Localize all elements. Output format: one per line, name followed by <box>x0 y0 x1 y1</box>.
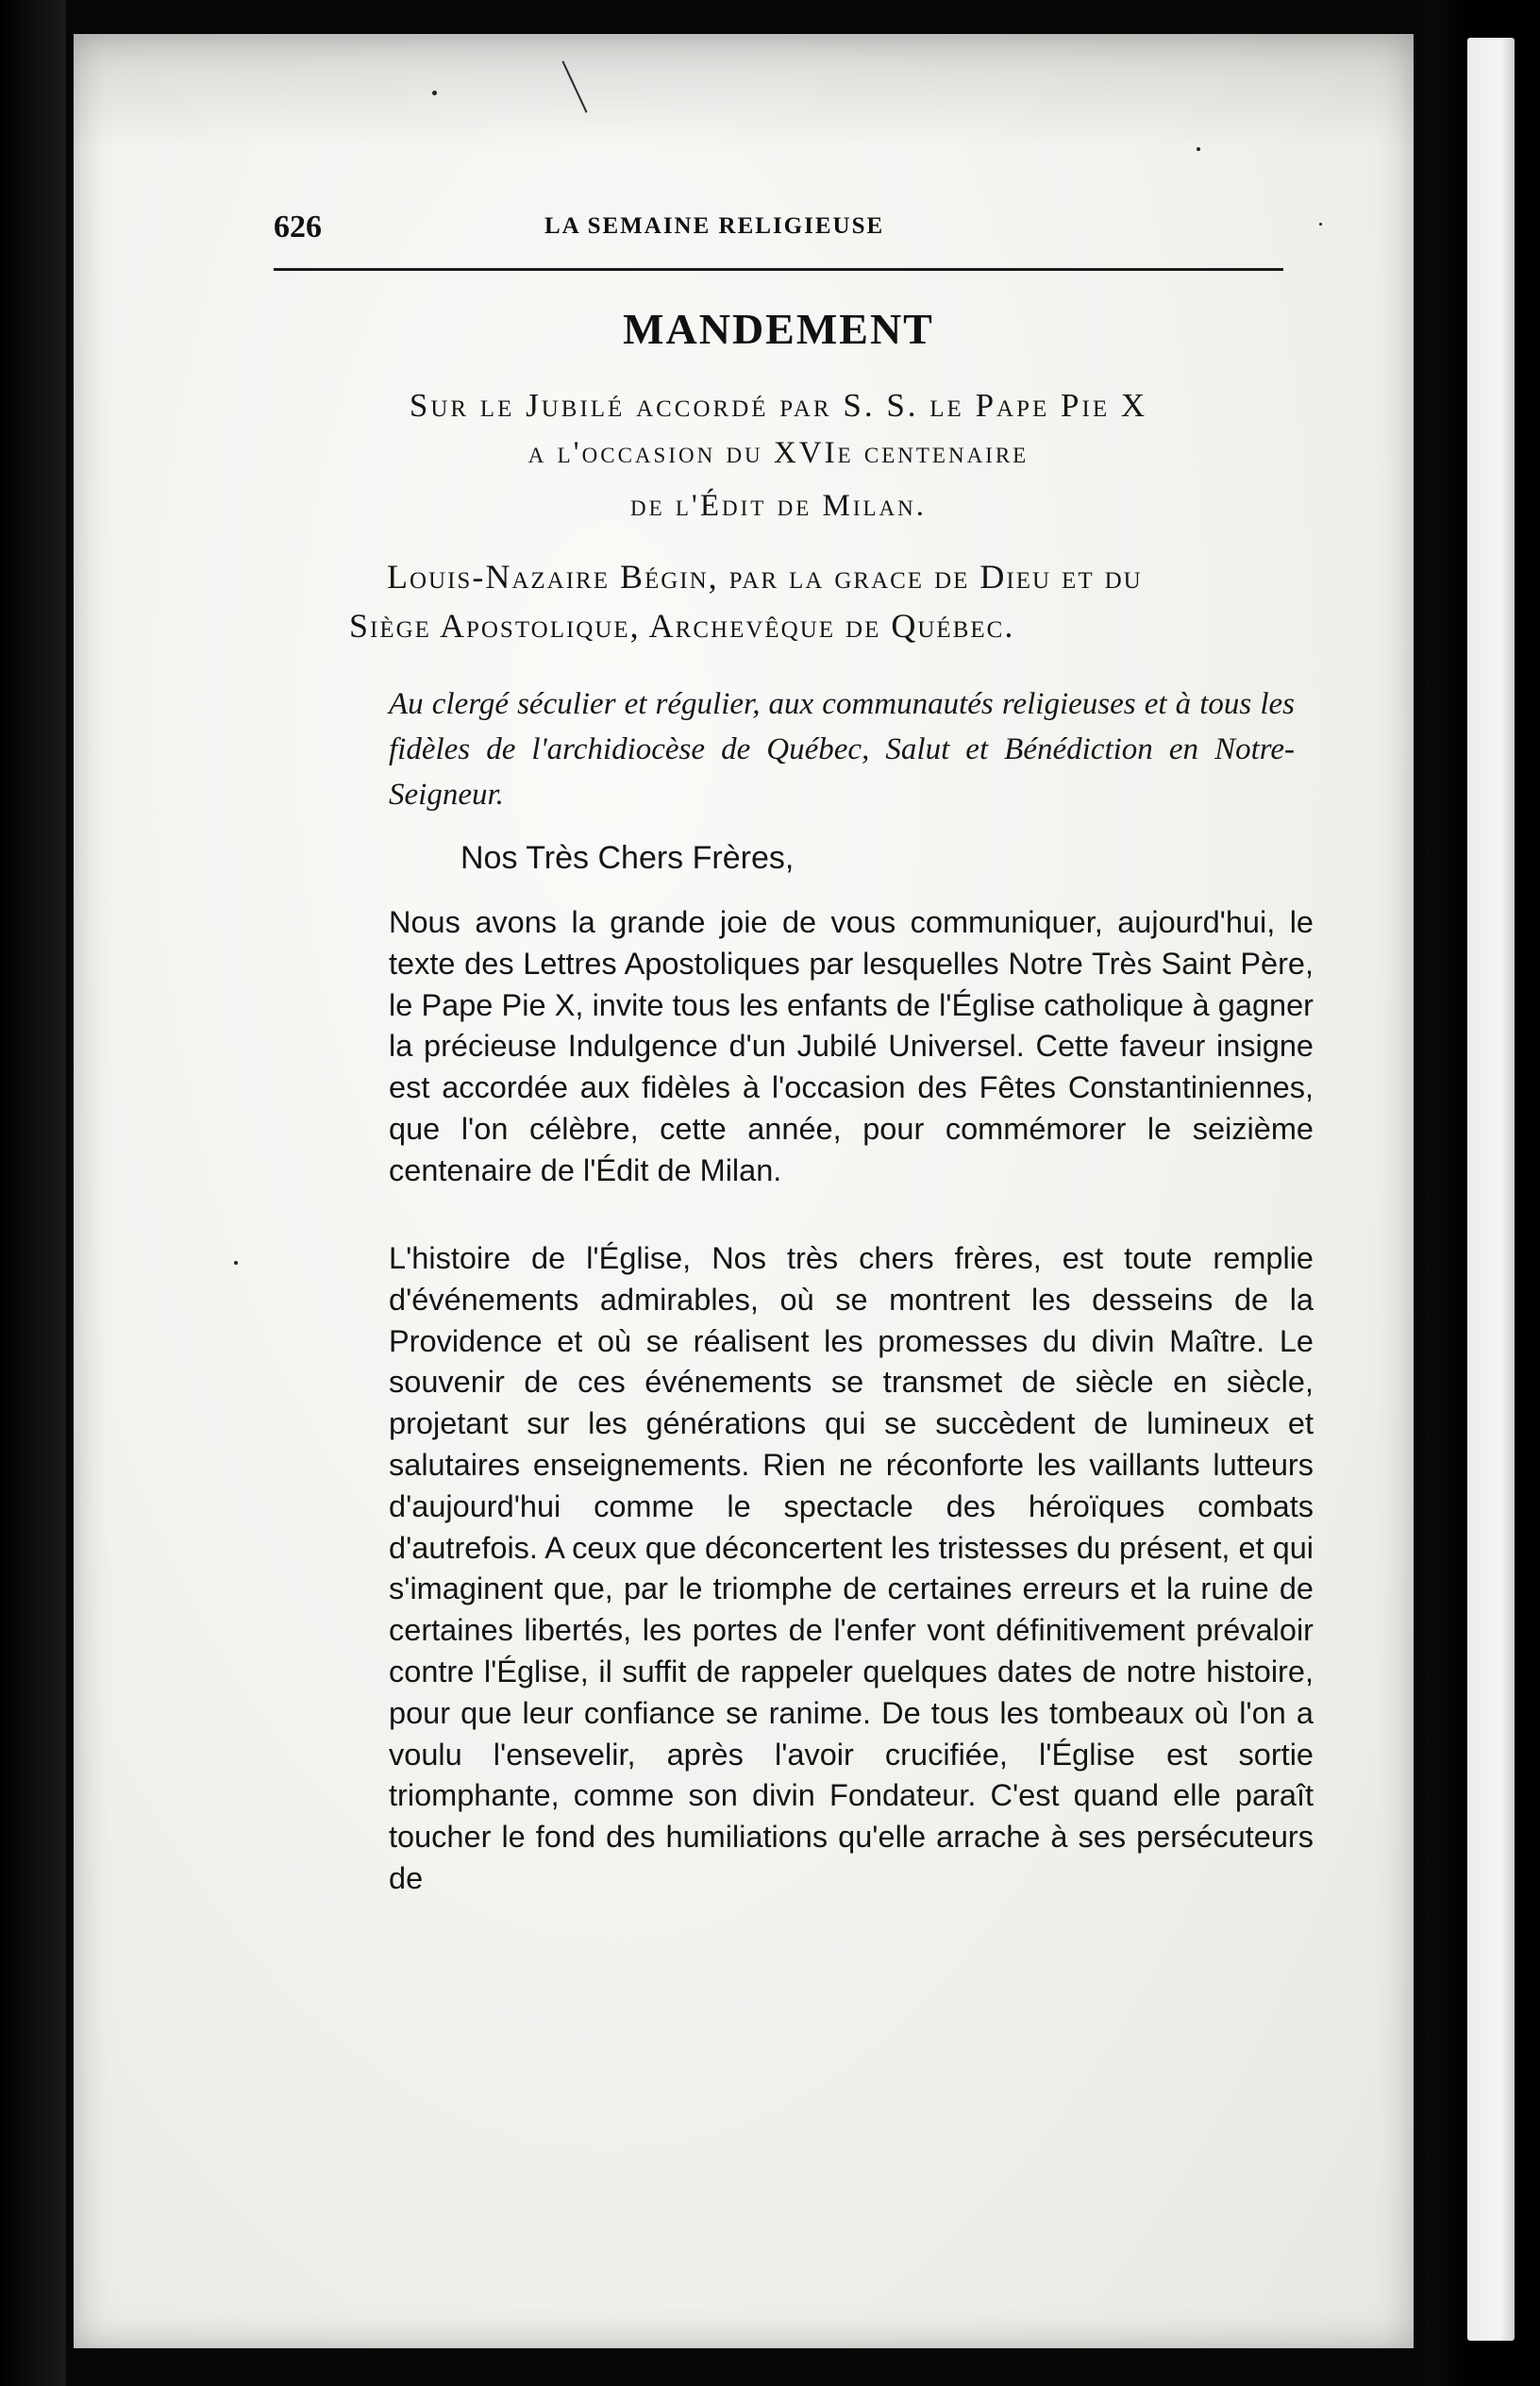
document-title: MANDEMENT <box>623 305 934 353</box>
subtitle-line-2: a l'occasion du XVIe centenaire <box>527 436 1029 470</box>
adjacent-page-edge <box>1467 38 1515 2341</box>
subtitle-line-1: Sur le Jubilé accordé par S. S. le Pape Pie X <box>409 387 1148 424</box>
subtitle-line-3: de l'Édit de Milan. <box>629 489 928 523</box>
address-salutation: Au clergé séculier et régulier, aux communautés religieuses et à tous les fidèles de l'archidiocèse de Québec, Salut et Bénédiction en Notre-Seigneur. <box>389 687 1295 812</box>
page-header <box>274 210 1283 247</box>
dust-speck <box>1197 147 1200 151</box>
dust-speck <box>432 91 437 95</box>
film-edge-left <box>0 0 66 2386</box>
page-number: 626 <box>274 210 322 244</box>
scratch-mark <box>561 60 587 112</box>
body-paragraph: Nous avons la grande joie de vous communiquer, aujourd'hui, le texte des Lettres Apostoliques par lesquelles Notre Très Saint Père, le Pape Pie X, invite tous les enfants de l'Église catholique à gagner la précieuse Indulgence d'un Jubilé Universel. Cette faveur insigne est accordée aux fidèles à l'occasion des Fêtes Constantiniennes, que l'on célèbre, cette année, pour commémorer le seizième centenaire de l'Édit de Milan. <box>389 905 1314 1187</box>
dust-speck <box>1319 223 1322 226</box>
body-paragraph: L'histoire de l'Église, Nos très chers frères, est toute remplie d'événements admirables, où se montrent les desseins de la Providence et où se réalisent les promesses du divin Maître. Le souvenir de ces événements se transmet de siècle en siècle, projetant sur les générations qui se succèdent de lumineux et salutaires enseignements. Rien ne réconforte les vaillants lutteurs d'aujourd'hui comme le spectacle des héroïques combats d'autrefois. A ceux que déconcertent les tristesses du présent, et qui s'imaginent que, par le triomphe de certaines erreurs et la ruine de certaines libertés, les portes de l'enfer vont définitivement prévaloir contre l'Église, il suffit de rappeler quelques dates de notre histoire, pour que leur confiance se ranime. De tous les tombeaux où l'on a voulu l'ensevelir, après l'avoir crucifiée, l'Église est sortie triomphante, comme son divin Fondateur. C'est quand elle paraît toucher le fond des humiliations qu'elle arrache à ses persécuteurs de <box>389 1241 1314 1895</box>
author-line-2: Siège Apostolique, Archevêque de Québec. <box>349 607 1015 645</box>
running-title: LA SEMAINE RELIGIEUSE <box>544 213 885 239</box>
greeting: Nos Très Chers Frères, <box>460 840 795 876</box>
dust-speck <box>234 1261 238 1265</box>
header-rule <box>274 268 1283 271</box>
author-line-1: Louis-Nazaire Bégin, par la grace de Dieu et du <box>387 558 1143 596</box>
